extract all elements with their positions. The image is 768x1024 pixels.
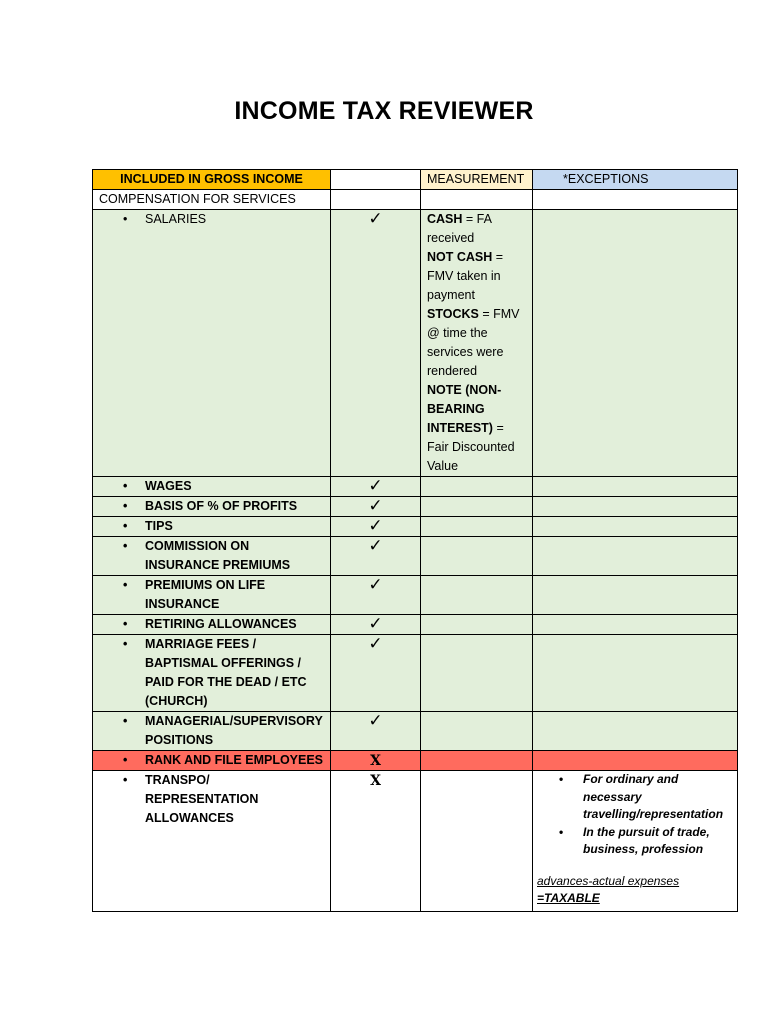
item-label: BASIS OF % OF PROFITS	[145, 499, 298, 513]
bullet-icon: •	[123, 617, 128, 631]
bullet-icon: •	[123, 479, 128, 493]
bullet-icon: •	[559, 824, 564, 839]
list-item	[99, 537, 324, 575]
list-item	[99, 615, 324, 634]
exceptions-list	[537, 771, 733, 859]
check-icon: ✓	[368, 209, 383, 228]
item-label: RANK AND FILE EMPLOYEES	[145, 753, 324, 767]
item-label: PREMIUMS ON LIFE INSURANCE	[145, 578, 266, 611]
table-row-tips	[93, 517, 738, 537]
measure-desc: = FMV @ time the services were rendered	[427, 307, 520, 378]
list-item	[99, 751, 324, 770]
list-item	[99, 771, 324, 828]
list-item	[99, 210, 324, 229]
list-item	[99, 576, 324, 614]
header-blank	[331, 170, 421, 190]
check-icon: ✓	[368, 496, 383, 515]
table-row-wages	[93, 477, 738, 497]
item-label: RETIRING ALLOWANCES	[145, 617, 297, 631]
check-icon: ✓	[368, 536, 383, 555]
header-included: INCLUDED IN GROSS INCOME	[93, 170, 331, 190]
list-item	[99, 497, 324, 516]
bullet-icon: •	[123, 753, 128, 767]
item-label: MARRIAGE FEES / BAPTISMAL OFFERINGS / PAID FOR THE DEAD / ETC (CHURCH)	[145, 637, 307, 708]
list-item	[537, 771, 733, 824]
header-exceptions: *EXCEPTIONS	[533, 170, 738, 190]
check-icon: ✓	[368, 516, 383, 535]
list-item	[99, 712, 324, 750]
bullet-icon: •	[123, 773, 128, 787]
check-icon: ✓	[368, 711, 383, 730]
table-row-profits	[93, 497, 738, 517]
list-item	[99, 477, 324, 496]
bullet-icon: •	[559, 772, 564, 786]
header-measurement: MEASUREMENT	[421, 170, 533, 190]
bullet-icon: •	[123, 212, 128, 226]
table-row-salaries	[93, 210, 738, 477]
list-item	[99, 635, 324, 711]
exception-note-taxable: =TAXABLE	[537, 890, 600, 905]
table-row-transpo	[93, 771, 738, 912]
table-row-premiums	[93, 576, 738, 615]
cross-icon: X	[370, 753, 381, 769]
section-row	[93, 190, 738, 210]
check-icon: ✓	[368, 614, 383, 633]
section-label: COMPENSATION FOR SERVICES	[93, 190, 331, 210]
table-row-rank-and-file	[93, 751, 738, 771]
item-label: SALARIES	[145, 212, 207, 226]
exception-note: advances-actual expenses	[537, 873, 680, 888]
table-row-marriage-fees	[93, 635, 738, 712]
table-row-managerial	[93, 712, 738, 751]
list-item	[537, 824, 733, 859]
item-label: MANAGERIAL/SUPERVISORY POSITIONS	[145, 714, 323, 747]
table-header-row	[93, 170, 738, 190]
check-icon: ✓	[368, 575, 383, 594]
measure-desc: = FA received	[427, 212, 492, 245]
item-label: TRANSPO/ REPRESENTATION ALLOWANCES	[145, 773, 259, 825]
exception-text: In the pursuit of trade, business, profession	[583, 824, 710, 856]
exception-text: For ordinary and necessary travelling/representation	[583, 772, 724, 821]
table-row-retiring	[93, 615, 738, 635]
bullet-icon: •	[123, 714, 128, 728]
income-tax-table	[92, 169, 738, 912]
item-label: WAGES	[145, 479, 192, 493]
transpo-exceptions	[533, 771, 738, 912]
bullet-icon: •	[123, 499, 128, 513]
measure-term: NOT CASH	[427, 250, 493, 264]
bullet-icon: •	[123, 637, 128, 651]
check-icon: ✓	[368, 634, 383, 653]
measure-term: NOTE (NON-BEARING INTEREST)	[427, 383, 502, 435]
bullet-icon: •	[123, 519, 128, 533]
bullet-icon: •	[123, 578, 128, 592]
list-item	[99, 517, 324, 536]
bullet-icon: •	[123, 539, 128, 553]
salaries-measurement	[421, 210, 533, 477]
item-label: TIPS	[145, 519, 173, 533]
check-icon: ✓	[368, 476, 383, 495]
page-title: INCOME TAX REVIEWER	[234, 97, 534, 125]
measure-term: STOCKS	[427, 307, 479, 321]
measure-desc: = FMV taken in payment	[427, 250, 504, 302]
table-row-commission	[93, 537, 738, 576]
item-label: COMMISSION ON INSURANCE PREMIUMS	[145, 539, 291, 572]
cross-icon: X	[370, 773, 381, 789]
measure-term: CASH	[427, 212, 463, 226]
measure-desc: = Fair Discounted Value	[427, 421, 515, 473]
